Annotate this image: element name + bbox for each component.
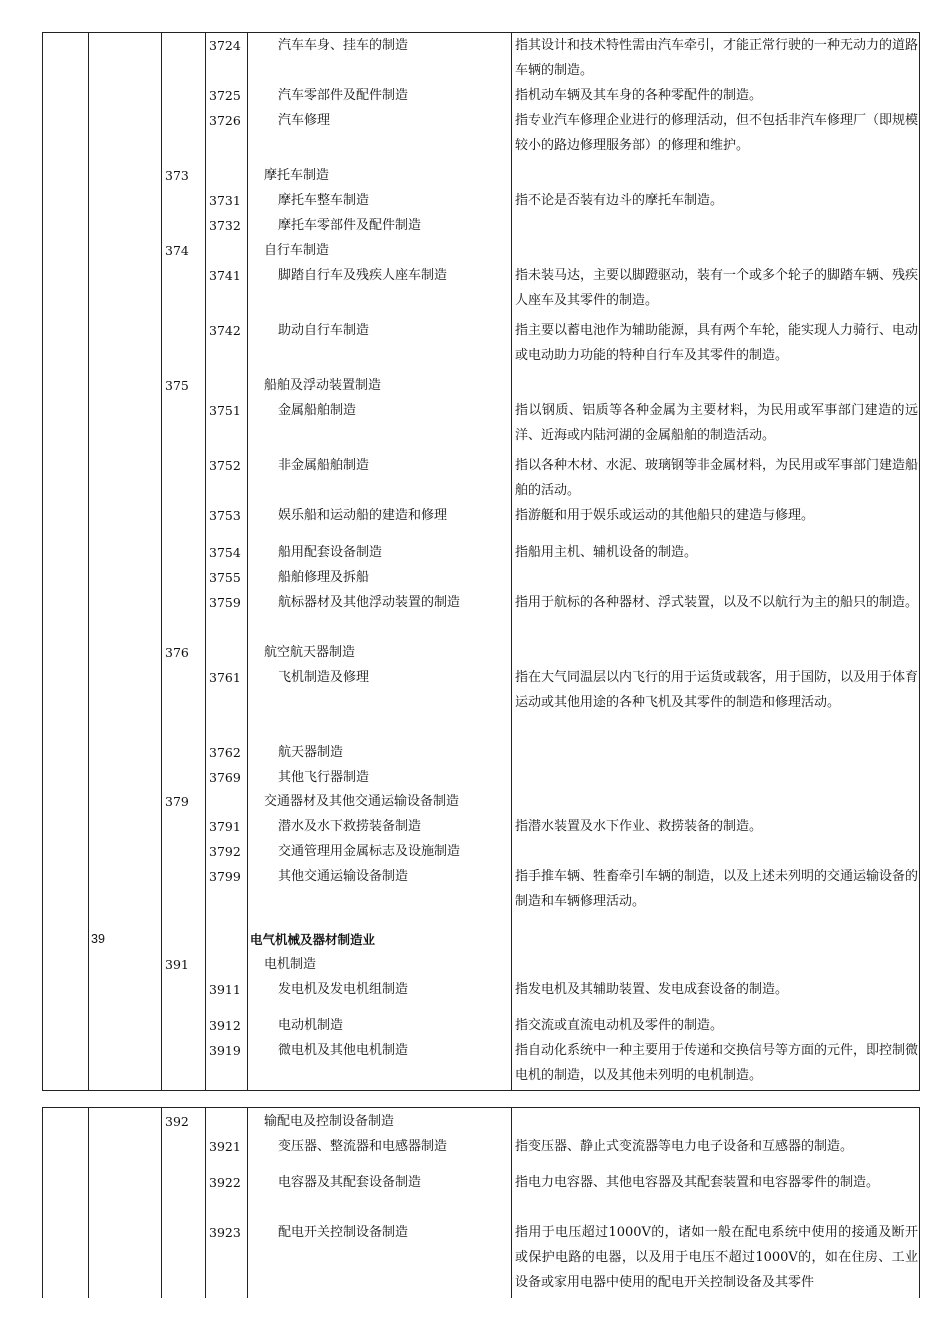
class-code: 3731 — [209, 193, 241, 208]
class-code: 3753 — [209, 508, 241, 523]
class-code: 3732 — [209, 218, 241, 233]
class-code: 3922 — [209, 1175, 241, 1190]
class-name: 电动机制造 — [278, 1018, 344, 1033]
class-description: 指船用主机、辅机设备的制造。 — [515, 545, 698, 560]
class-name: 助动自行车制造 — [278, 323, 370, 338]
class-description: 指用于航标的各种器材、浮式装置，以及不以航行为主的船只的制造。 — [515, 595, 919, 610]
column-rule-group-2 — [161, 1108, 162, 1298]
group-code: 374 — [165, 243, 189, 258]
class-name: 电容器及其配套设备制造 — [278, 1175, 422, 1190]
class-name: 娱乐船和运动船的建造和修理 — [278, 508, 448, 523]
class-name: 金属船舶制造 — [278, 403, 357, 418]
table-border-left-2 — [42, 1108, 43, 1298]
class-code: 3769 — [209, 770, 241, 785]
group-name: 自行车制造 — [264, 243, 330, 258]
group-code: 392 — [165, 1114, 189, 1129]
table-border-left — [42, 33, 43, 1091]
group-name: 电机制造 — [264, 957, 317, 972]
class-description: 指以钢质、铝质等各种金属为主要材料，为民用或军事部门建造的远洋、近海或内陆河湖的金属船舶的制造活动。 — [515, 403, 918, 443]
class-description: 指以各种木材、水泥、玻璃钢等非金属材料，为民用或军事部门建造船舶的活动。 — [515, 458, 919, 498]
class-description: 指变压器、静止式变流器等电力电子设备和互感器的制造。 — [515, 1139, 854, 1154]
class-code: 3761 — [209, 670, 241, 685]
class-name: 汽车车身、挂车的制造 — [278, 38, 409, 53]
class-code: 3741 — [209, 268, 241, 283]
column-rule-division-2 — [88, 1108, 89, 1298]
class-description: 指主要以蓄电池作为辅助能源，具有两个车轮，能实现人力骑行、电动或电动助力功能的特种自行车及其零件的制造。 — [515, 323, 919, 363]
class-description: 指手推车辆、牲畜牵引车辆的制造，以及上述未列明的交通运输设备的制造和车辆修理活动。 — [515, 869, 919, 909]
class-code: 3799 — [209, 869, 241, 884]
class-description: 指交流或直流电动机及零件的制造。 — [515, 1018, 724, 1033]
group-code: 375 — [165, 378, 189, 393]
class-code: 3792 — [209, 844, 241, 859]
class-description: 指电力电容器、其他电容器及其配套装置和电容器零件的制造。 — [515, 1175, 880, 1190]
class-code: 3724 — [209, 38, 241, 53]
class-description: 指发电机及其辅助装置、发电成套设备的制造。 — [515, 982, 789, 997]
class-code: 3755 — [209, 570, 241, 585]
class-code: 3791 — [209, 819, 241, 834]
table-border-right — [919, 33, 920, 1091]
class-code: 3751 — [209, 403, 241, 418]
class-description: 指自动化系统中一种主要用于传递和交换信号等方面的元件，即控制微电机的制造，以及其他未列明的电机制造。 — [515, 1043, 919, 1083]
group-name: 船舶及浮动装置制造 — [264, 378, 382, 393]
class-code: 3725 — [209, 88, 241, 103]
class-description: 指专业汽车修理企业进行的修理活动，但不包括非汽车修理厂（即规模较小的路边修理服务部）的修理和维护。 — [515, 113, 919, 153]
class-code: 3923 — [209, 1225, 241, 1240]
class-name: 摩托车整车制造 — [278, 193, 370, 208]
class-name: 交通管理用金属标志及设施制造 — [278, 844, 461, 859]
class-name: 发电机及发电机组制造 — [278, 982, 409, 997]
class-code: 3742 — [209, 323, 241, 338]
class-name: 汽车零部件及配件制造 — [278, 88, 409, 103]
table-border-right-2 — [919, 1108, 920, 1298]
class-name: 脚踏自行车及残疾人座车制造 — [278, 268, 448, 283]
class-name: 配电开关控制设备制造 — [278, 1225, 409, 1240]
class-name: 航标器材及其他浮动装置的制造 — [278, 595, 461, 610]
class-description: 指其设计和技术特性需由汽车牵引，才能正常行驶的一种无动力的道路车辆的制造。 — [515, 38, 919, 78]
column-rule-division — [88, 33, 89, 1091]
class-description: 指不论是否装有边斗的摩托车制造。 — [515, 193, 724, 208]
group-name: 交通器材及其他交通运输设备制造 — [264, 794, 460, 809]
column-rule-group — [161, 33, 162, 1091]
group-code: 391 — [165, 957, 189, 972]
column-rule-description-2 — [511, 1108, 512, 1298]
class-code: 3912 — [209, 1018, 241, 1033]
table-bottom-border — [42, 1090, 920, 1091]
class-name: 船用配套设备制造 — [278, 545, 383, 560]
class-code: 3726 — [209, 113, 241, 128]
class-description: 指游艇和用于娱乐或运动的其他船只的建造与修理。 — [515, 508, 815, 523]
class-name: 船舶修理及拆船 — [278, 570, 370, 585]
class-code: 3921 — [209, 1139, 241, 1154]
class-code: 3759 — [209, 595, 241, 610]
class-name: 其他交通运输设备制造 — [278, 869, 409, 884]
class-code: 3919 — [209, 1043, 241, 1058]
group-name: 航空航天器制造 — [264, 645, 356, 660]
column-rule-name-2 — [247, 1108, 248, 1298]
class-name: 潜水及水下救捞装备制造 — [278, 819, 422, 834]
class-code: 3754 — [209, 545, 241, 560]
column-rule-class — [205, 33, 206, 1091]
class-description: 指潜水装置及水下作业、救捞装备的制造。 — [515, 819, 763, 834]
class-name: 其他飞行器制造 — [278, 770, 370, 785]
class-code: 3911 — [209, 982, 241, 997]
class-name: 摩托车零部件及配件制造 — [278, 218, 422, 233]
class-description: 指用于电压超过1000V的，诸如一般在配电系统中使用的接通及断开或保护电路的电器，以及用于电压不超过1000V的，如在住房、工业设备或家用电器中使用的配电开关控制设备及其零件 — [515, 1225, 918, 1290]
group-name: 输配电及控制设备制造 — [264, 1114, 395, 1129]
class-description: 指在大气同温层以内飞行的用于运货或载客，用于国防，以及用于体育运动或其他用途的各种飞机及其零件的制造和修理活动。 — [515, 670, 919, 710]
class-name: 航天器制造 — [278, 745, 344, 760]
class-name: 飞机制造及修理 — [278, 670, 370, 685]
group-code: 373 — [165, 168, 189, 183]
group-name: 摩托车制造 — [264, 168, 330, 183]
class-description: 指机动车辆及其车身的各种零配件的制造。 — [515, 88, 763, 103]
class-name: 非金属船舶制造 — [278, 458, 370, 473]
class-name: 微电机及其他电机制造 — [278, 1043, 409, 1058]
class-description: 指未装马达，主要以脚蹬驱动，装有一个或多个轮子的脚踏车辆、残疾人座车及其零件的制造。 — [515, 268, 919, 308]
class-code: 3762 — [209, 745, 241, 760]
division-code: 39 — [91, 932, 105, 946]
table-top-border-2 — [42, 1107, 920, 1108]
column-rule-name — [247, 33, 248, 1091]
class-name: 变压器、整流器和电感器制造 — [278, 1139, 448, 1154]
class-name: 汽车修理 — [278, 113, 331, 128]
column-rule-class-2 — [205, 1108, 206, 1298]
group-code: 376 — [165, 645, 189, 660]
division-name: 电气机械及器材制造业 — [250, 932, 376, 947]
column-rule-description — [511, 33, 512, 1091]
class-code: 3752 — [209, 458, 241, 473]
group-code: 379 — [165, 794, 189, 809]
